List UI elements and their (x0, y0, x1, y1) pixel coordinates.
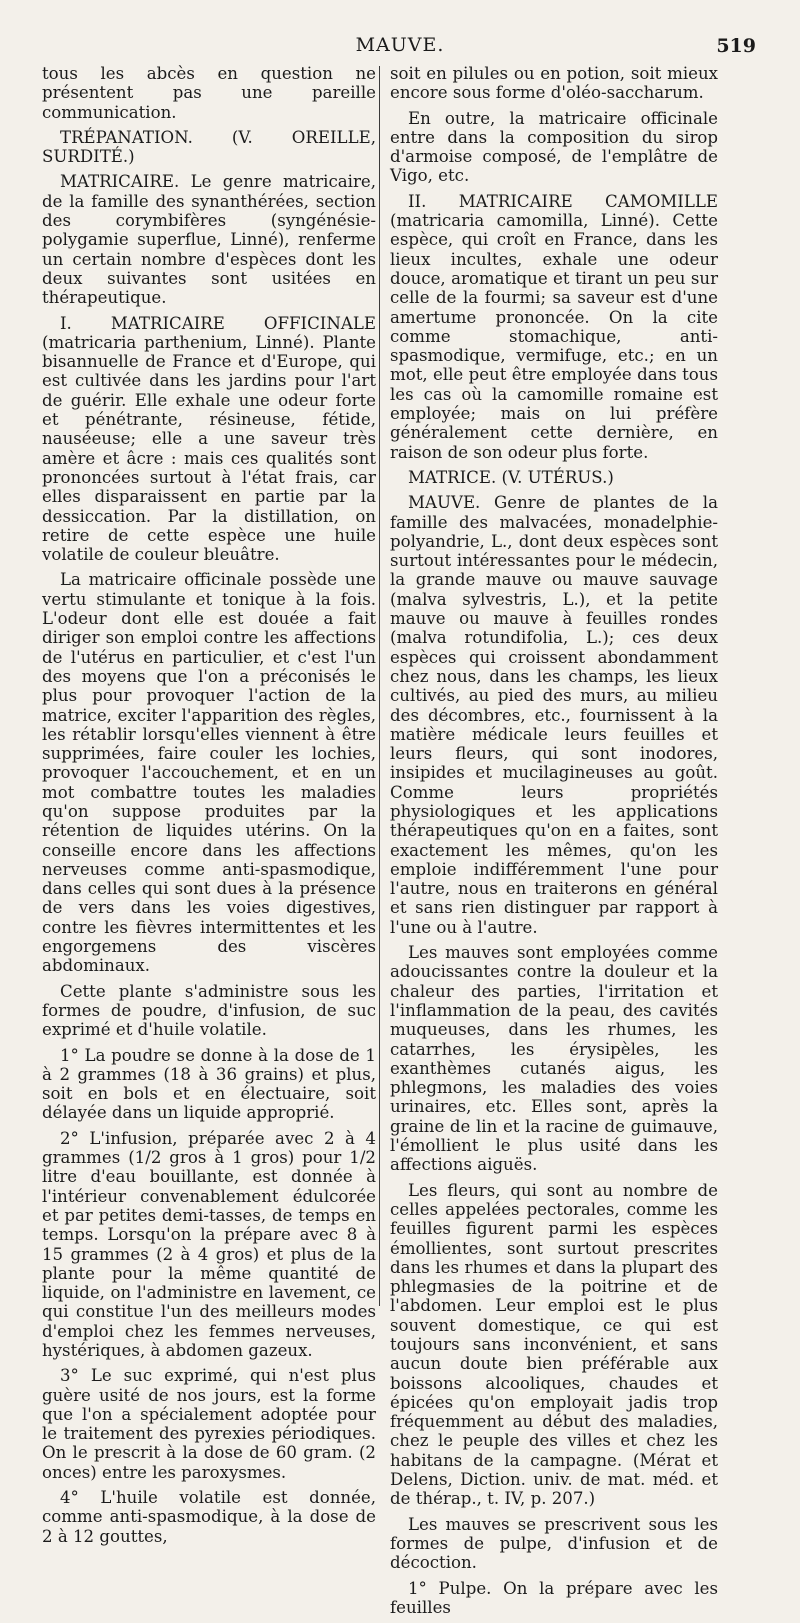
paragraph: La matricaire officinale possède une vertu stimulante et tonique à la fois. L'odeur dont elle est douée a fait diriger son emploi contre les affections de l'utérus en particulier, et c'est l'un des moyens que l'on a préconisés le plus pour provoquer l'action de la matrice, exciter l'apparition des règles, les rétablir lorsqu'elles viennent à être supprimées, faire couler les lochies, provoquer l'accouchement, et en un mot combattre toutes les maladies qu'on suppose produites par la rétention de liquides utérins. On la conseille encore dans les affections nerveuses comme anti-spasmodique, dans celles qui sont dues à la présence de vers dans les voies digestives, contre les fièvres intermittentes et les engorgemens des viscères abdominaux. (42, 570, 376, 976)
paragraph: 4° L'huile volatile est donnée, comme anti-spasmodique, à la dose de 2 à 12 gouttes, (42, 1488, 376, 1546)
paragraph: 1° Pulpe. On la prépare avec les feuilles (390, 1578, 718, 1617)
paragraph: I. MATRICAIRE OFFICINALE (matricaria parthenium, Linné). Plante bisannuelle de France et d'Europe, qui est cultivée dans les jardins pour l'art de guérir. Elle exhale une odeur forte et pénétrante, résineuse, fétide, nauséeuse; elle a une saveur très amère et âcre : mais ces qualités sont prononcées surtout à l'état frais, car elles disparaissent en partie par la dessiccation. Par la distillation, on retire de cette espèce une huile volatile de couleur bleuâtre. (42, 313, 376, 565)
paragraph: MATRICAIRE. Le genre matricaire, de la famille des synanthérées, section des corymbifères (syngénésie-polygamie superflue, Linné), renferme un certain nombre d'espèces dont les deux suivantes sont usitées en thérapeutique. (42, 172, 376, 308)
paragraph: tous les abcès en question ne présentent pas une pareille communication. (42, 64, 376, 122)
page-number: 519 (716, 35, 756, 57)
paragraph: soit en pilules ou en potion, soit mieux encore sous forme d'oléo-saccharum. (390, 64, 718, 103)
column-divider (379, 66, 380, 1306)
paragraph: 3° Le suc exprimé, qui n'est plus guère usité de nos jours, est la forme que l'on a spécialement adoptée pour le traitement des pyrexies périodiques. On le prescrit à la dose de 60 gram. (2 onces) entre les paroxysmes. (42, 1366, 376, 1482)
paragraph: Les mauves sont employées comme adoucissantes contre la douleur et la chaleur des parties, l'irritation et l'inflammation de la peau, des cavités muqueuses, dans les rhumes, les catarrhes, les érysipèles, les exanthèmes cutanés aigus, les phlegmons, les maladies des voies urinaires, etc. Elles sont, après la graine de lin et la racine de guimauve, l'émollient le plus usité dans les affections aiguës. (390, 943, 718, 1175)
left-column (42, 64, 376, 1552)
paragraph: MATRICE. (V. UTÉRUS.) (408, 467, 614, 487)
paragraph: Les mauves se prescrivent sous les formes de pulpe, d'infusion et de décoction. (390, 1514, 718, 1573)
paragraph: 2° L'infusion, préparée avec 2 à 4 grammes (1/2 gros à 1 gros) pour 1/2 litre d'eau bouillante, est donnée à l'intérieur convenablement édulcorée et par petites demi-tasses, de temps en temps. Lorsqu'on la prépare avec 8 à 15 grammes (2 à 4 gros) et plus de la plante pour la même quantité de liquide, on l'administre en lavement, ce qui constitue l'un des meilleurs modes d'emploi chez les femmes nerveuses, hystériques, à abdomen gazeux. (42, 1128, 376, 1360)
page-header (40, 34, 760, 64)
paragraph: Les fleurs, qui sont au nombre de celles appelées pectorales, comme les feuilles figurent parmi les espèces émollientes, sont surtout prescrites dans les rhumes et dans la plupart des phlegmasies de la poitrine et de l'abdomen. Leur emploi est le plus souvent domestique, ce qui est toujours sans inconvénient, et sans aucun doute bien préférable aux boissons alcooliques, chaudes et épicées qu'on employait jadis trop fréquemment au début des maladies, chez le peuple des villes et chez les habitans de la campagne. (Mérat et Delens, Diction. univ. de mat. méd. et de thérap., t. IV, p. 207.) (390, 1180, 718, 1509)
paragraph: Cette plante s'administre sous les formes de poudre, d'infusion, de suc exprimé et d'huile volatile. (42, 981, 376, 1040)
paragraph: 1° La poudre se donne à la dose de 1 à 2 grammes (18 à 36 grains) et plus, soit en bols et en électuaire, soit délayée dans un liquide approprié. (42, 1045, 376, 1123)
paragraph: En outre, la matricaire officinale entre dans la composition du sirop d'armoise composé, de l'emplâtre de Vigo, etc. (390, 108, 718, 186)
running-head: MAUVE. (355, 34, 445, 56)
paragraph: MAUVE. Genre de plantes de la famille des malvacées, monadelphie-polyandrie, L., dont deux espèces sont surtout intéressantes pour le médecin, la grande mauve ou mauve sauvage (malva sylvestris, L.), et la petite mauve ou mauve à feuilles rondes (malva rotundifolia, L.); ces deux espèces qui croissent abondamment chez nous, dans les champs, les lieux cultivés, au pied des murs, au milieu des décombres, etc., fournissent à la matière médicale leurs feuilles et leurs fleurs, qui sont inodores, insipides et mucilagineuses au goût. Comme leurs propriétés physiologiques et les applications thérapeutiques qu'on en a faites, sont exactement les mêmes, qu'on les emploie indifféremment l'une pour l'autre, nous en traiterons en général et sans rien distinguer par rapport à l'une ou à l'autre. (390, 493, 718, 937)
right-column (390, 64, 718, 1623)
paragraph: II. MATRICAIRE CAMOMILLE (matricaria camomilla, Linné). Cette espèce, qui croît en France, dans les lieux incultes, exhale une odeur douce, aromatique et tirant un peu sur celle de la fourmi; sa saveur est d'une amertume prononcée. On la cite comme stomachique, anti-spasmodique, vermifuge, etc.; en un mot, elle peut être employée dans tous les cas où la camomille romaine est employée; mais on lui préfère généralement cette dernière, en raison de son odeur plus forte. (390, 191, 718, 462)
paragraph: TRÉPANATION. (V. OREILLE, SURDITÉ.) (42, 127, 376, 167)
